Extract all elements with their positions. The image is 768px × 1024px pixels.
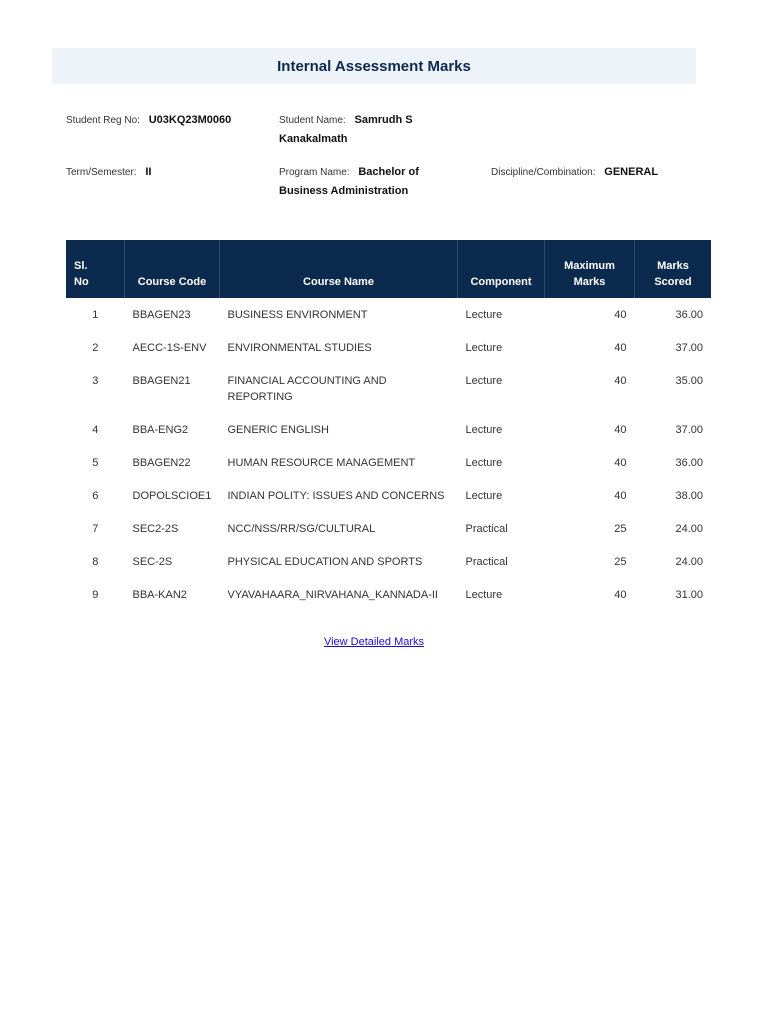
cell-marks-scored: 37.00: [675, 424, 703, 436]
cell-max-marks: 40: [614, 490, 627, 502]
col-header-component: Component: [458, 240, 545, 298]
reg-no-value: U03KQ23M0060: [148, 114, 232, 126]
cell-sl: 3: [92, 375, 99, 387]
cell-marks-scored: 38.00: [675, 490, 703, 502]
cell-course-name: GENERIC ENGLISH: [227, 424, 329, 436]
cell-course-code: SEC-2S: [132, 556, 173, 568]
page-title: Internal Assessment Marks: [277, 57, 471, 75]
col-header-course-code: Course Code: [125, 240, 220, 298]
cell-course-code: DOPOLSCIOE1: [132, 490, 212, 502]
cell-sl: 8: [92, 556, 99, 568]
program-line1: Bachelor of: [358, 166, 419, 178]
cell-max-marks: 40: [614, 309, 627, 321]
cell-max-marks: 40: [614, 375, 627, 387]
discipline-label: Discipline/Combination:: [491, 167, 596, 178]
col-header-course-name: Course Name: [220, 240, 458, 298]
table-row: [66, 545, 711, 578]
view-detailed-marks-link[interactable]: View Detailed Marks: [323, 636, 425, 648]
table-row: [66, 479, 711, 512]
reg-no-label: Student Reg No:: [66, 115, 140, 126]
table-row: [66, 446, 711, 479]
col-header-sl-line1: Sl.: [74, 260, 88, 272]
table-row: [66, 331, 711, 364]
cell-course-name: BUSINESS ENVIRONMENT: [227, 309, 368, 321]
col-header-max-line2: Marks: [573, 276, 606, 288]
cell-course-code: BBA-ENG2: [132, 424, 189, 436]
cell-max-marks: 25: [614, 556, 627, 568]
cell-course-name: ENVIRONMENTAL STUDIES: [227, 342, 372, 354]
cell-course-name: NCC/NSS/RR/SG/CULTURAL: [227, 523, 376, 535]
reg-no-field: [66, 111, 231, 130]
cell-marks-scored: 36.00: [675, 309, 703, 321]
cell-sl: 5: [92, 457, 99, 469]
cell-max-marks: 40: [614, 342, 627, 354]
cell-sl: 2: [92, 342, 99, 354]
table-row: [66, 413, 711, 446]
cell-component: Lecture: [465, 375, 503, 387]
term-field: [66, 163, 151, 182]
cell-course-code: BBAGEN22: [132, 457, 191, 469]
detailed-marks-link-wrap: [0, 632, 748, 650]
col-header-sl: [66, 240, 125, 298]
cell-course-name: PHYSICAL EDUCATION AND SPORTS: [227, 556, 423, 568]
cell-marks-scored: 24.00: [675, 556, 703, 568]
program-line2: Business Administration: [279, 185, 409, 197]
program-field: [279, 163, 469, 201]
col-header-scored-line2: Scored: [654, 276, 692, 288]
student-name-field: [279, 111, 459, 149]
cell-course-name: HUMAN RESOURCE MANAGEMENT: [227, 457, 416, 469]
term-value: II: [145, 166, 152, 178]
cell-course-code: BBAGEN21: [132, 375, 191, 387]
cell-component: Lecture: [465, 309, 503, 321]
cell-sl: 7: [92, 523, 99, 535]
cell-component: Practical: [465, 556, 508, 568]
table-row: [66, 364, 711, 413]
cell-max-marks: 40: [614, 424, 627, 436]
term-label: Term/Semester:: [66, 167, 137, 178]
cell-marks-scored: 36.00: [675, 457, 703, 469]
cell-sl: 6: [92, 490, 99, 502]
student-name-line2: Kanakalmath: [279, 133, 348, 145]
cell-max-marks: 40: [614, 589, 627, 601]
student-name-line1: Samrudh S: [354, 114, 413, 126]
cell-component: Lecture: [465, 457, 503, 469]
col-header-sl-line2: No: [74, 276, 89, 288]
col-header-scored-line1: Marks: [657, 260, 689, 272]
col-header-max-line1: Maximum: [564, 260, 615, 272]
col-header-max-marks: [545, 240, 635, 298]
cell-marks-scored: 24.00: [675, 523, 703, 535]
cell-marks-scored: 35.00: [675, 375, 703, 387]
cell-sl: 9: [92, 589, 99, 601]
cell-course-name: FINANCIAL ACCOUNTING AND REPORTING: [227, 375, 387, 403]
program-label: Program Name:: [279, 167, 350, 178]
cell-course-code: BBA-KAN2: [132, 589, 187, 601]
cell-course-code: SEC2-2S: [132, 523, 179, 535]
cell-component: Lecture: [465, 424, 503, 436]
cell-course-name: VYAVAHAARA_NIRVAHANA_KANNADA-II: [227, 589, 438, 601]
cell-course-code: AECC-1S-ENV: [132, 342, 207, 354]
discipline-value: GENERAL: [604, 166, 659, 178]
student-name-label: Student Name:: [279, 115, 346, 126]
cell-course-name: INDIAN POLITY: ISSUES AND CONCERNS: [227, 490, 445, 502]
cell-max-marks: 40: [614, 457, 627, 469]
marks-table: [66, 240, 711, 611]
cell-marks-scored: 31.00: [675, 589, 703, 601]
table-row: [66, 578, 711, 611]
col-header-marks-scored: [635, 240, 712, 298]
table-row: [66, 512, 711, 545]
title-bar: [52, 48, 696, 84]
discipline-field: [491, 163, 658, 182]
cell-component: Lecture: [465, 342, 503, 354]
table-row: [66, 298, 711, 331]
cell-max-marks: 25: [614, 523, 627, 535]
cell-marks-scored: 37.00: [675, 342, 703, 354]
cell-component: Lecture: [465, 589, 503, 601]
cell-course-code: BBAGEN23: [132, 309, 191, 321]
table-header-row: [66, 240, 711, 298]
cell-component: Practical: [465, 523, 508, 535]
cell-sl: 1: [92, 309, 99, 321]
cell-sl: 4: [92, 424, 99, 436]
cell-component: Lecture: [465, 490, 503, 502]
